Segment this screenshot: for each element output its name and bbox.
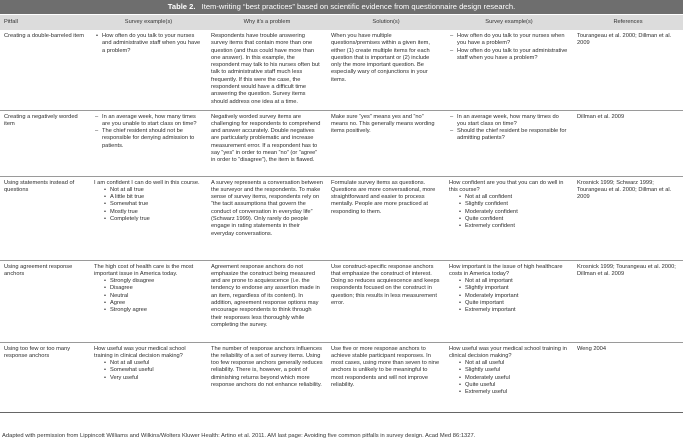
response-option: • Extremely useful bbox=[465, 389, 569, 396]
example-item: • How often do you talk to your nurses and administrative staff when you have a problem? bbox=[102, 33, 203, 55]
pitfall-cell: Using agreement response anchors bbox=[0, 260, 90, 342]
problem-cell: A survey represents a conversation between the surveyor and the respondents. To make sense of survey items, respondents rely on “the tacit assumptions that govern the conduct of conversation in everyday life” (Schwarz 1999). Only rarely do people engage in rating statements in their everyday conversations. bbox=[207, 176, 327, 260]
response-option: • Disagree bbox=[110, 285, 203, 292]
example-statement: How useful was your medical school training in clinical decision making? bbox=[94, 345, 186, 359]
example-item: – The chief resident should not be responsible for denying admission to patients. bbox=[102, 128, 203, 150]
revised-item: – In an average week, how many times do you start class on time? bbox=[457, 114, 569, 129]
pitfall-cell: Using statements instead of questions bbox=[0, 176, 90, 260]
response-option: • Quite confident bbox=[465, 216, 569, 223]
response-option: • Strongly disagree bbox=[110, 278, 203, 285]
problem-cell: The number of response anchors influences the reliability of a set of survey items. Using too few response anchors generally reduces reliability. There is, however, a point of diminishing returns beyond which more response anchors do not enhance reliability. bbox=[207, 342, 327, 412]
response-option: • A little bit true bbox=[110, 194, 203, 201]
references-cell: Tourangeau et al. 2000; Dillman et al. 2009 bbox=[573, 30, 683, 110]
table-row bbox=[0, 110, 683, 176]
response-option: • Agree bbox=[110, 300, 203, 307]
solution-cell: Use construct-specific response anchors that emphasize the construct of interest. Doing so reduces acquiescence and keeps respondents focused on the construct in question; this results in less measurement error. bbox=[327, 260, 445, 342]
table-label: Table 2. bbox=[167, 2, 196, 11]
problem-cell: Negatively worded survey items are challenging for respondents to comprehend and answer accurately. Double negatives are particularly problematic and increase measurement error. If a respondent has to say “yes” in order to mean “no” (or “agree” in order to “disagree”), the item is flawed. bbox=[207, 110, 327, 176]
table-row bbox=[0, 342, 683, 412]
response-option: • Quite useful bbox=[465, 382, 569, 389]
example-item: – In an average week, how many times are you unable to start class on time? bbox=[102, 114, 203, 129]
table-title: Item-writing “best practices” based on scientific evidence from questionnaire design research. bbox=[201, 2, 516, 11]
revised-example-cell bbox=[445, 342, 573, 412]
response-option: • Not at all important bbox=[465, 278, 569, 285]
table-row bbox=[0, 260, 683, 342]
response-option: • Somewhat useful bbox=[110, 367, 203, 374]
col-header-solution: Solution(s) bbox=[327, 15, 445, 30]
col-header-pitfall: Pitfall bbox=[0, 15, 90, 30]
col-header-revised-example: Survey example(s) bbox=[445, 15, 573, 30]
response-option: • Somewhat true bbox=[110, 201, 203, 208]
response-option: • Extremely confident bbox=[465, 223, 569, 230]
response-option: • Moderately useful bbox=[465, 375, 569, 382]
table-footnote: Adapted with permission from Lippincott Williams and Wilkins/Wolters Kluwer Health: Artino et al. 2011. AM last page: Avoiding five common pitfalls in survey design. Acad Med 86:1327. bbox=[2, 433, 476, 439]
response-option: • Strongly agree bbox=[110, 307, 203, 314]
pitfall-cell: Using too few or too many response anchors bbox=[0, 342, 90, 412]
revised-example-cell bbox=[445, 30, 573, 110]
revised-item: – How often do you talk to your administrative staff when you have a problem? bbox=[457, 48, 569, 63]
revised-example-cell bbox=[445, 176, 573, 260]
pitfall-cell: Creating a double-barreled item bbox=[0, 30, 90, 110]
response-option: • Slightly confident bbox=[465, 201, 569, 208]
col-header-references: References bbox=[573, 15, 683, 30]
table-title-bar bbox=[0, 0, 683, 14]
response-option: • Moderately confident bbox=[465, 209, 569, 216]
response-option: • Not at all confident bbox=[465, 194, 569, 201]
example-cell bbox=[90, 110, 207, 176]
revised-item: – Should the chief resident be responsible for admitting patients? bbox=[457, 128, 569, 143]
example-cell bbox=[90, 30, 207, 110]
col-header-survey-example: Survey example(s) bbox=[90, 15, 207, 30]
revised-example-cell bbox=[445, 260, 573, 342]
header-row bbox=[0, 15, 683, 30]
example-cell bbox=[90, 176, 207, 260]
solution-cell: Formulate survey items as questions. Questions are more conversational, more straightforward and easier to process mentally. People are more practiced at responding to them. bbox=[327, 176, 445, 260]
col-header-problem: Why it’s a problem bbox=[207, 15, 327, 30]
response-option: • Not at all true bbox=[110, 187, 203, 194]
revised-question: How confident are you that you can do well in this course? bbox=[449, 179, 564, 193]
table-row bbox=[0, 30, 683, 110]
revised-item: – How often do you talk to your nurses when you have a problem? bbox=[457, 33, 569, 48]
response-option: • Very useful bbox=[110, 375, 203, 382]
response-option: • Completely true bbox=[110, 216, 203, 223]
response-option: • Extremely important bbox=[465, 307, 569, 314]
example-cell bbox=[90, 342, 207, 412]
revised-question: How important is the issue of high healthcare costs in America today? bbox=[449, 263, 563, 277]
references-cell: Dillman et al. 2009 bbox=[573, 110, 683, 176]
example-cell bbox=[90, 260, 207, 342]
solution-cell: When you have multiple questions/premises within a given item, either (1) create multiple items for each question that is important or (2) include only the more important question. Be especially wary of conjunctions in your items. bbox=[327, 30, 445, 110]
response-option: • Slightly useful bbox=[465, 367, 569, 374]
revised-question: How useful was your medical school training in clinical decision making? bbox=[449, 345, 567, 359]
response-option: • Not at all useful bbox=[110, 360, 203, 367]
response-option: • Quite important bbox=[465, 300, 569, 307]
example-statement: The high cost of health care is the most important issue in America today. bbox=[94, 263, 194, 277]
best-practices-table bbox=[0, 15, 683, 413]
response-option: • Mostly true bbox=[110, 209, 203, 216]
solution-cell: Use five or more response anchors to achieve stable participant responses. In most cases, using more than seven to nine anchors is unlikely to be meaningful to most respondents and will not improve reliability. bbox=[327, 342, 445, 412]
response-option: • Neutral bbox=[110, 293, 203, 300]
pitfall-cell: Creating a negatively worded item bbox=[0, 110, 90, 176]
example-statement: I am confident I can do well in this course. bbox=[94, 179, 200, 186]
table-row bbox=[0, 176, 683, 260]
solution-cell: Make sure “yes” means yes and “no” means no. This generally means wording items positively. bbox=[327, 110, 445, 176]
references-cell: Weng 2004 bbox=[573, 342, 683, 412]
references-cell: Krosnick 1999; Tourangeau et al. 2000; Dillman et al. 2009 bbox=[573, 260, 683, 342]
references-cell: Krosnick 1999; Schwarz 1999; Tourangeau et al. 2000; Dillman et al. 2009 bbox=[573, 176, 683, 260]
response-option: • Not at all useful bbox=[465, 360, 569, 367]
response-option: • Moderately important bbox=[465, 293, 569, 300]
problem-cell: Agreement response anchors do not emphasize the construct being measured and are prone to acquiescence (i.e. the tendency to endorse any assertion made in an item, regardless of its content). In addition, agreement response options may encourage respondents to think through their responses less thoroughly while completing the survey. bbox=[207, 260, 327, 342]
problem-cell: Respondents have trouble answering survey items that contain more than one question (and thus could have more than one answer). In this example, the respondent may talk to his nurses often but talk to administrative staff much less frequently. If this were the case, the respondent would have a difficult time answering the question. Survey items should address one idea at a time. bbox=[207, 30, 327, 110]
response-option: • Slightly important bbox=[465, 285, 569, 292]
revised-example-cell bbox=[445, 110, 573, 176]
